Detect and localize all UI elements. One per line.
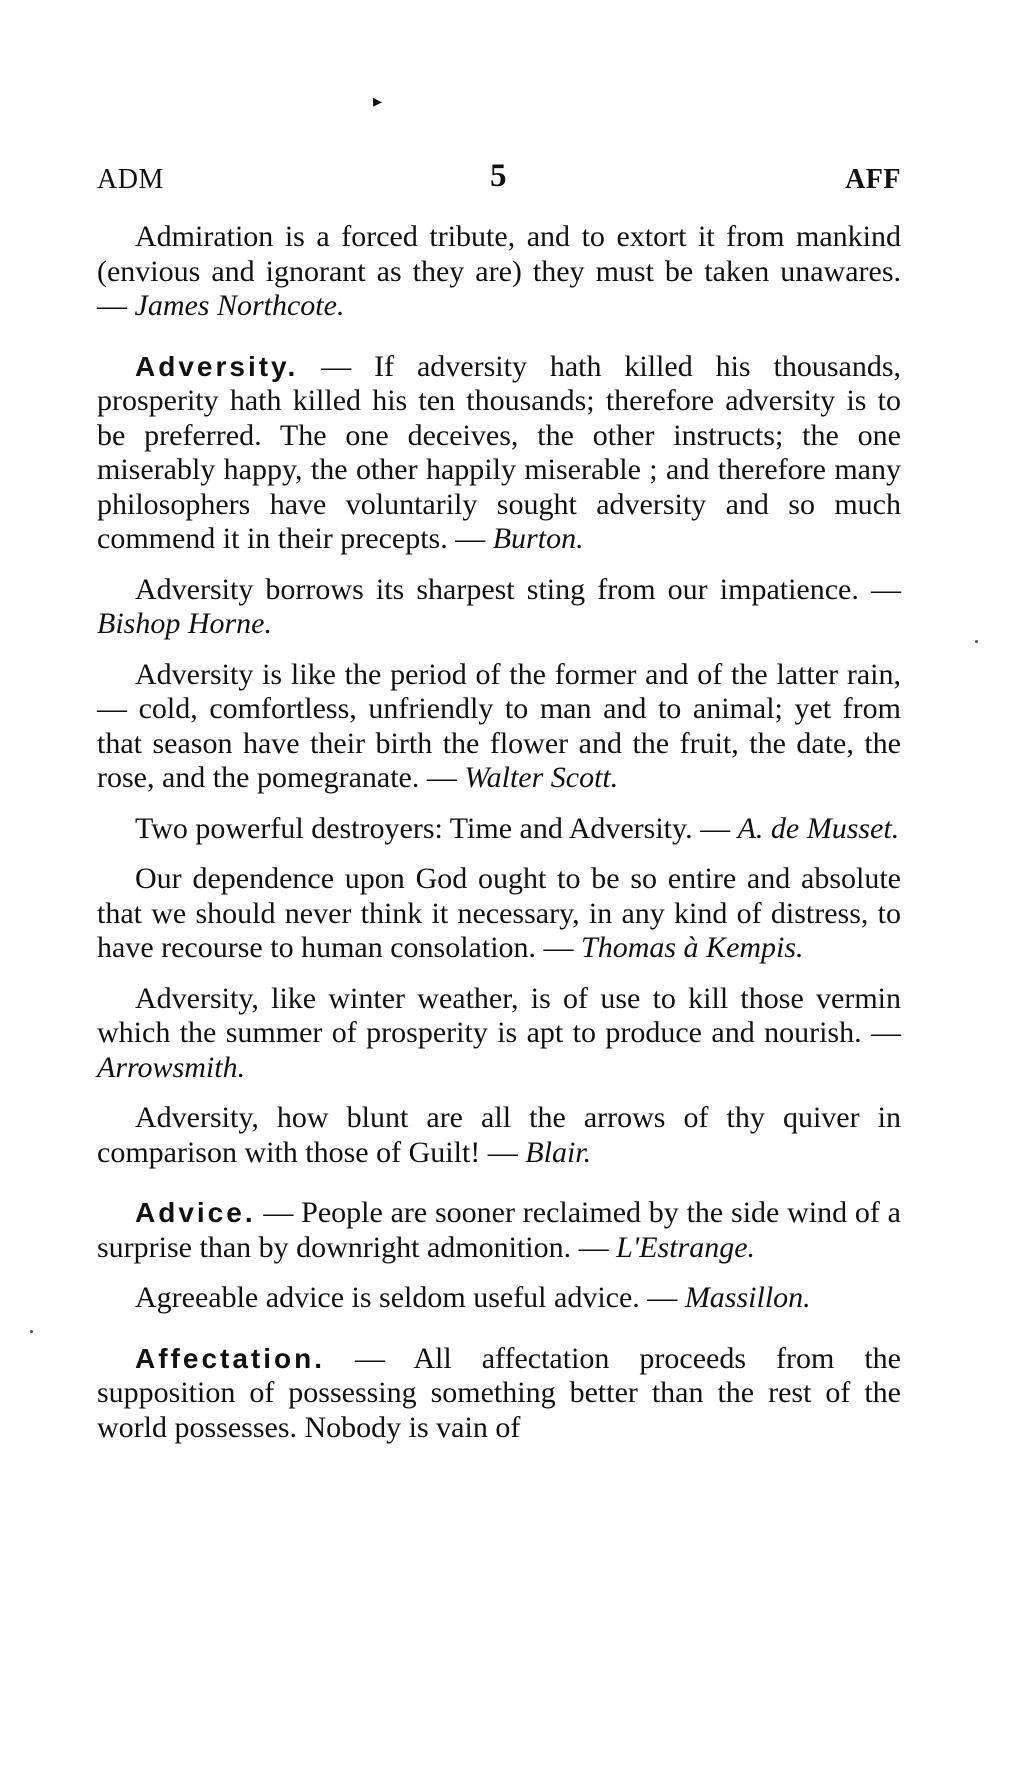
quotation-author: A. de Musset. [737,811,900,845]
quotation-entry [97,573,901,642]
printer-mark: ▸ [373,91,383,111]
quotation-text: Adversity borrows its sharpest sting from our impatience. — [135,572,901,606]
quotation-entry [97,658,901,796]
quotation-author: Arrowsmith. [97,1050,246,1084]
quotation-author: James Northcote. [134,289,345,322]
quotation-entry [97,220,901,324]
quotation-author: Massillon. [684,1281,811,1314]
quotation-text: Two powerful destroyers: Time and Adversity. — [135,811,738,845]
quotation-text: — People are sooner reclaimed by the side wind of a surprise than by downright admonition. — [97,1196,901,1264]
topic-heading: Adversity. [135,350,299,382]
page-number: 5 [490,158,507,194]
quotation-author: Blair. [525,1135,592,1169]
quotation-entry [97,862,901,966]
quotation-entry [97,1281,901,1316]
quotation-entry [97,350,901,557]
quotation-entry [97,1196,901,1265]
topic-heading: Affectation. [135,1342,325,1374]
quotation-author: Burton. [492,522,584,555]
quotation-author: L'Estrange. [616,1230,756,1264]
quotation-entry [97,1101,901,1170]
quotation-author: Thomas à Kempis. [581,931,804,964]
ink-speck [975,640,978,643]
quotation-list [97,220,901,1461]
quotation-entry [97,812,901,847]
header-guide-word-right: AFF [845,164,901,195]
ink-speck [30,1330,33,1333]
quotation-text: — If adversity hath killed his thousands, prosperity hath killed his ten thousands; therefore adversity is to be preferred. The one deceives, the other instructs; the one miserably happy, the other happily miserable ; and therefore many philosophers have voluntarily sought adversity and so much commend it in their precepts. — [97,349,901,555]
running-header [97,158,901,198]
quotation-entry [97,1342,901,1446]
quotation-text: Our dependence upon God ought to be so entire and absolute that we should never think it necessary, in any kind of distress, to have recourse to human consolation. — [97,862,901,964]
quotation-entry [97,982,901,1086]
quotation-text: Admiration is a forced tribute, and to extort it from mankind (envious and ignorant as they are) they must be taken unawares. — [97,220,901,322]
quotation-author: Walter Scott. [464,761,619,794]
quotation-text: Adversity, how blunt are all the arrows of thy quiver in comparison with those of Guilt! — [97,1101,901,1169]
quotation-text: — All affectation proceeds from the supposition of possessing something better than the rest of the world possesses. Nobody is vain of [97,1341,901,1444]
header-guide-word-left: ADM [97,164,164,195]
quotation-author: Bishop Horne. [97,607,272,640]
topic-heading: Advice. [135,1197,256,1228]
quotation-text: Adversity, like winter weather, is of use to kill those vermin which the summer of prosperity is apt to produce and nourish. — [97,981,901,1049]
quotation-text: Adversity is like the period of the former and of the latter rain, — cold, comfortless, unfriendly to man and to animal; yet from that season have their birth the flower and the fruit, the date, the rose, and the pomegranate. — [97,657,901,794]
quotation-text: Agreeable advice is seldom useful advice. — [135,1281,685,1314]
